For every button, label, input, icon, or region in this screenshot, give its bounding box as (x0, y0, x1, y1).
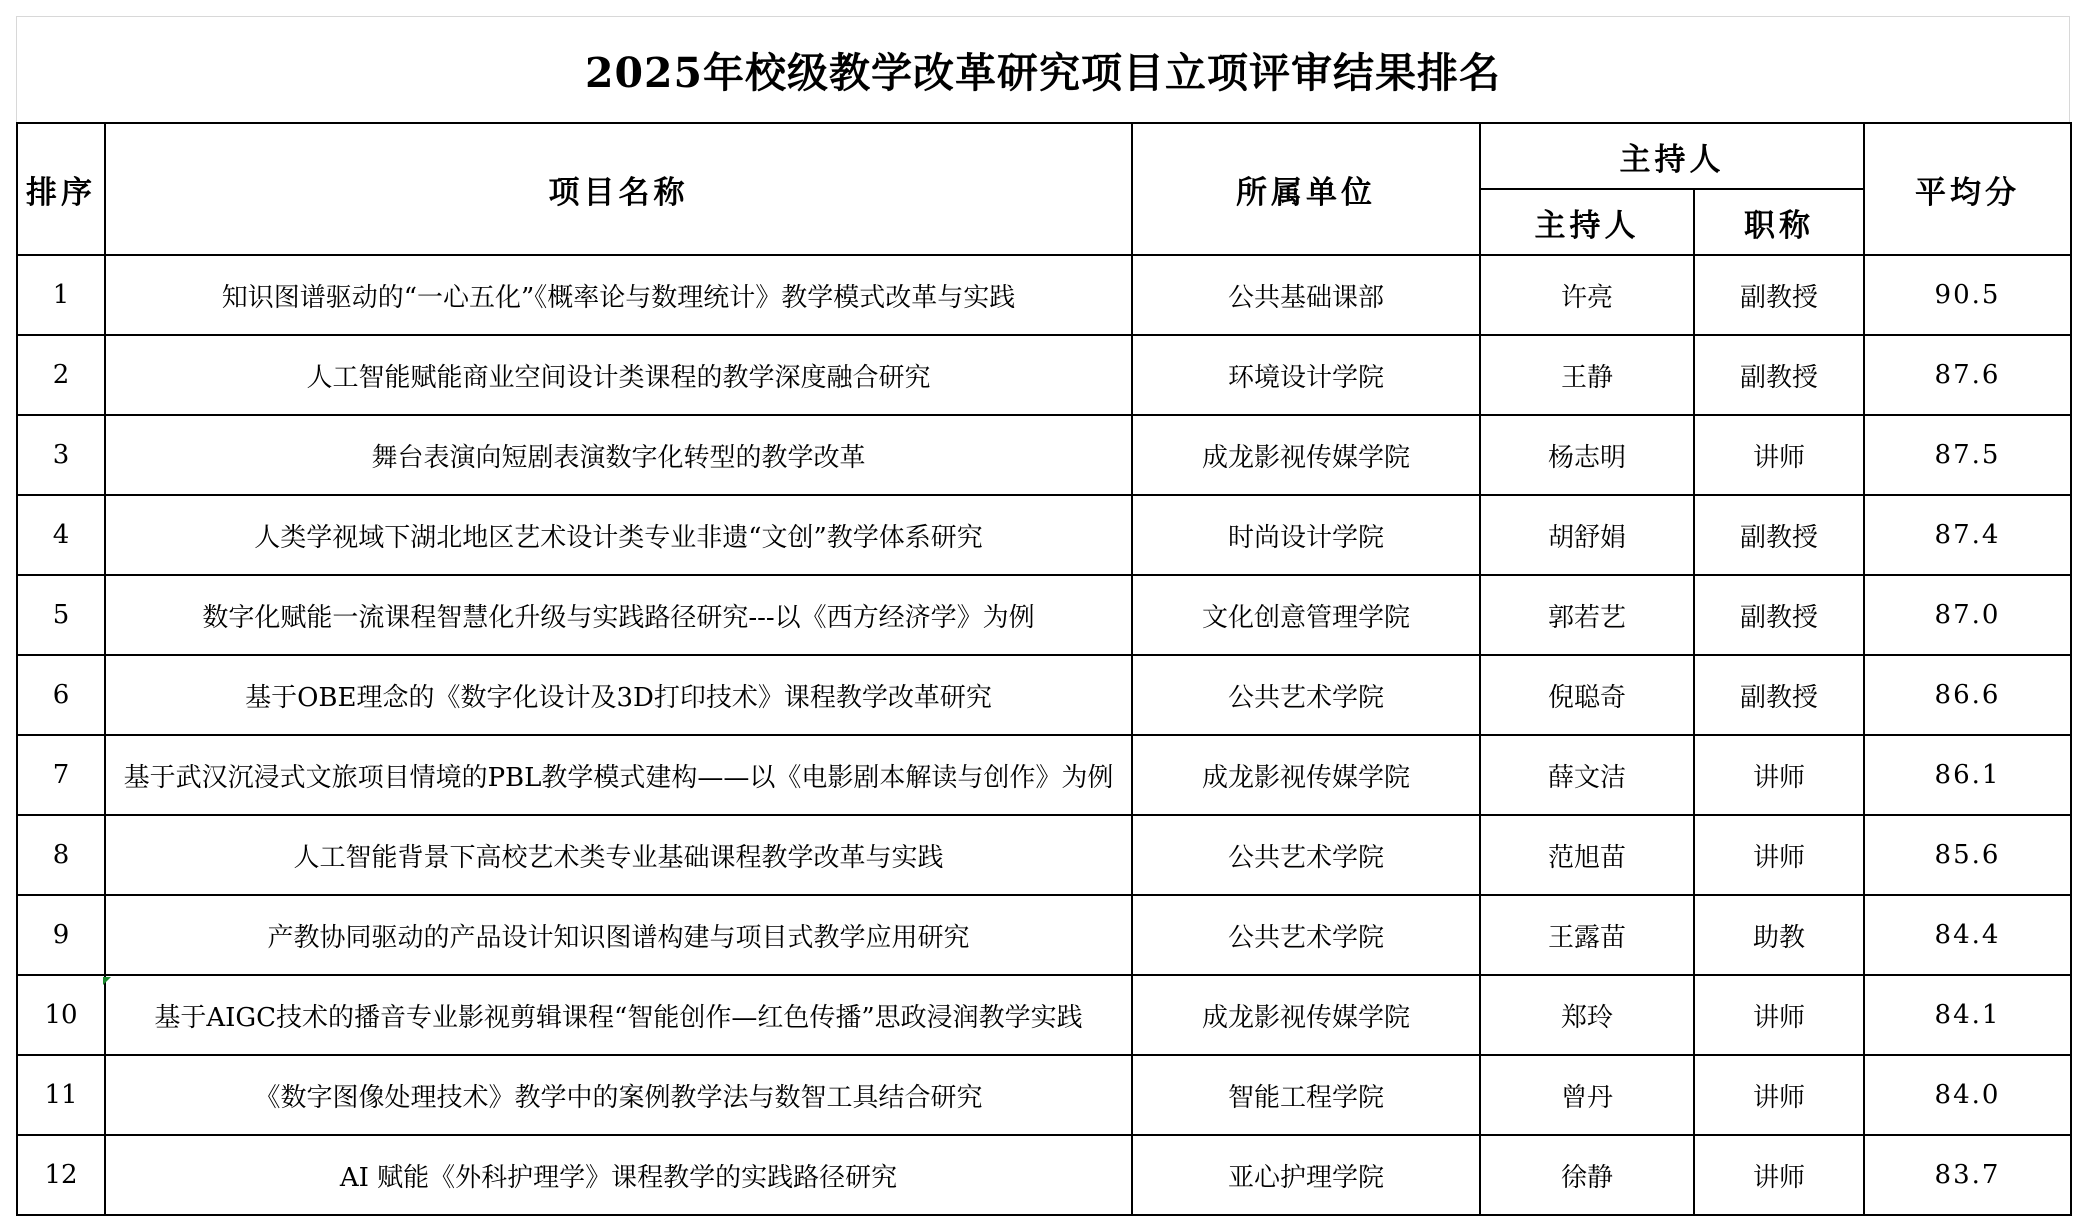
cell-project: 人工智能背景下高校艺术类专业基础课程教学改革与实践 (105, 815, 1132, 895)
cell-unit: 时尚设计学院 (1132, 495, 1480, 575)
cell-rank: 11 (17, 1055, 105, 1135)
table-row (17, 815, 2071, 895)
cell-host: 许亮 (1480, 255, 1694, 335)
cell-score: 86.1 (1864, 735, 2071, 815)
cell-rank: 9 (17, 895, 105, 975)
cell-project: AI 赋能《外科护理学》课程教学的实践路径研究 (105, 1135, 1132, 1215)
cell-project: 舞台表演向短剧表演数字化转型的教学改革 (105, 415, 1132, 495)
table-row (17, 1135, 2071, 1215)
header-project: 项目名称 (105, 123, 1132, 255)
cell-score: 83.7 (1864, 1135, 2071, 1215)
cell-rank: 6 (17, 655, 105, 735)
cell-host: 郭若艺 (1480, 575, 1694, 655)
cell-project: 产教协同驱动的产品设计知识图谱构建与项目式教学应用研究 (105, 895, 1132, 975)
cell-project: 《数字图像处理技术》教学中的案例教学法与数智工具结合研究 (105, 1055, 1132, 1135)
cell-rank: 4 (17, 495, 105, 575)
cell-unit: 环境设计学院 (1132, 335, 1480, 415)
cell-score: 86.6 (1864, 655, 2071, 735)
cell-comment-marker (103, 977, 111, 985)
page-title: 2025年校级教学改革研究项目立项评审结果排名 (584, 49, 1502, 97)
table-row (17, 1055, 2071, 1135)
table-body (17, 255, 2071, 1215)
cell-host: 徐静 (1480, 1135, 1694, 1215)
cell-unit: 智能工程学院 (1132, 1055, 1480, 1135)
cell-title: 副教授 (1694, 495, 1864, 575)
cell-title: 讲师 (1694, 735, 1864, 815)
cell-host: 王静 (1480, 335, 1694, 415)
cell-host: 王露苗 (1480, 895, 1694, 975)
cell-host: 范旭苗 (1480, 815, 1694, 895)
cell-project: 人工智能赋能商业空间设计类课程的教学深度融合研究 (105, 335, 1132, 415)
cell-project: 基于OBE理念的《数字化设计及3D打印技术》课程教学改革研究 (105, 655, 1132, 735)
cell-host: 曾丹 (1480, 1055, 1694, 1135)
cell-project: 基于AIGC技术的播音专业影视剪辑课程“智能创作—红色传播”思政浸润教学实践 (105, 975, 1132, 1055)
cell-rank: 12 (17, 1135, 105, 1215)
cell-score: 84.0 (1864, 1055, 2071, 1135)
cell-score: 84.4 (1864, 895, 2071, 975)
title-bar (16, 16, 2070, 122)
cell-rank: 1 (17, 255, 105, 335)
header-score: 平均分 (1864, 123, 2071, 255)
document-page (16, 16, 2070, 1216)
header-unit: 所属单位 (1132, 123, 1480, 255)
cell-title: 副教授 (1694, 255, 1864, 335)
table-row (17, 975, 2071, 1055)
cell-rank: 7 (17, 735, 105, 815)
cell-unit: 公共艺术学院 (1132, 895, 1480, 975)
cell-title: 讲师 (1694, 415, 1864, 495)
cell-title: 讲师 (1694, 1135, 1864, 1215)
cell-title: 助教 (1694, 895, 1864, 975)
cell-title: 讲师 (1694, 815, 1864, 895)
cell-title: 讲师 (1694, 1055, 1864, 1135)
cell-score: 87.0 (1864, 575, 2071, 655)
table-row (17, 495, 2071, 575)
cell-project: 基于武汉沉浸式文旅项目情境的PBL教学模式建构——以《电影剧本解读与创作》为例 (105, 735, 1132, 815)
cell-rank: 10 (17, 975, 105, 1055)
cell-title: 副教授 (1694, 575, 1864, 655)
table-row (17, 255, 2071, 335)
cell-project: 人类学视域下湖北地区艺术设计类专业非遗“文创”教学体系研究 (105, 495, 1132, 575)
cell-rank: 5 (17, 575, 105, 655)
cell-unit: 亚心护理学院 (1132, 1135, 1480, 1215)
cell-host: 薛文洁 (1480, 735, 1694, 815)
cell-score: 87.5 (1864, 415, 2071, 495)
cell-host: 胡舒娟 (1480, 495, 1694, 575)
cell-project: 数字化赋能一流课程智慧化升级与实践路径研究---以《西方经济学》为例 (105, 575, 1132, 655)
table-row (17, 895, 2071, 975)
cell-title: 副教授 (1694, 655, 1864, 735)
cell-unit: 文化创意管理学院 (1132, 575, 1480, 655)
cell-unit: 成龙影视传媒学院 (1132, 975, 1480, 1055)
table-row (17, 735, 2071, 815)
cell-host: 郑玲 (1480, 975, 1694, 1055)
cell-title: 副教授 (1694, 335, 1864, 415)
cell-rank: 8 (17, 815, 105, 895)
cell-unit: 公共艺术学院 (1132, 655, 1480, 735)
header-host: 主持人 (1480, 189, 1694, 255)
table-row (17, 335, 2071, 415)
cell-unit: 成龙影视传媒学院 (1132, 415, 1480, 495)
cell-rank: 2 (17, 335, 105, 415)
cell-unit: 公共基础课部 (1132, 255, 1480, 335)
cell-score: 90.5 (1864, 255, 2071, 335)
cell-title: 讲师 (1694, 975, 1864, 1055)
table-row (17, 415, 2071, 495)
cell-unit: 成龙影视传媒学院 (1132, 735, 1480, 815)
table-row (17, 655, 2071, 735)
cell-rank: 3 (17, 415, 105, 495)
cell-score: 85.6 (1864, 815, 2071, 895)
ranking-table (16, 122, 2072, 1216)
cell-host: 倪聪奇 (1480, 655, 1694, 735)
table-row (17, 575, 2071, 655)
cell-score: 84.1 (1864, 975, 2071, 1055)
cell-unit: 公共艺术学院 (1132, 815, 1480, 895)
cell-score: 87.6 (1864, 335, 2071, 415)
header-title: 职称 (1694, 189, 1864, 255)
header-rank: 排序 (17, 123, 105, 255)
cell-host: 杨志明 (1480, 415, 1694, 495)
header-host-group: 主持人 (1480, 123, 1864, 189)
cell-project: 知识图谱驱动的“一心五化”《概率论与数理统计》教学模式改革与实践 (105, 255, 1132, 335)
cell-score: 87.4 (1864, 495, 2071, 575)
